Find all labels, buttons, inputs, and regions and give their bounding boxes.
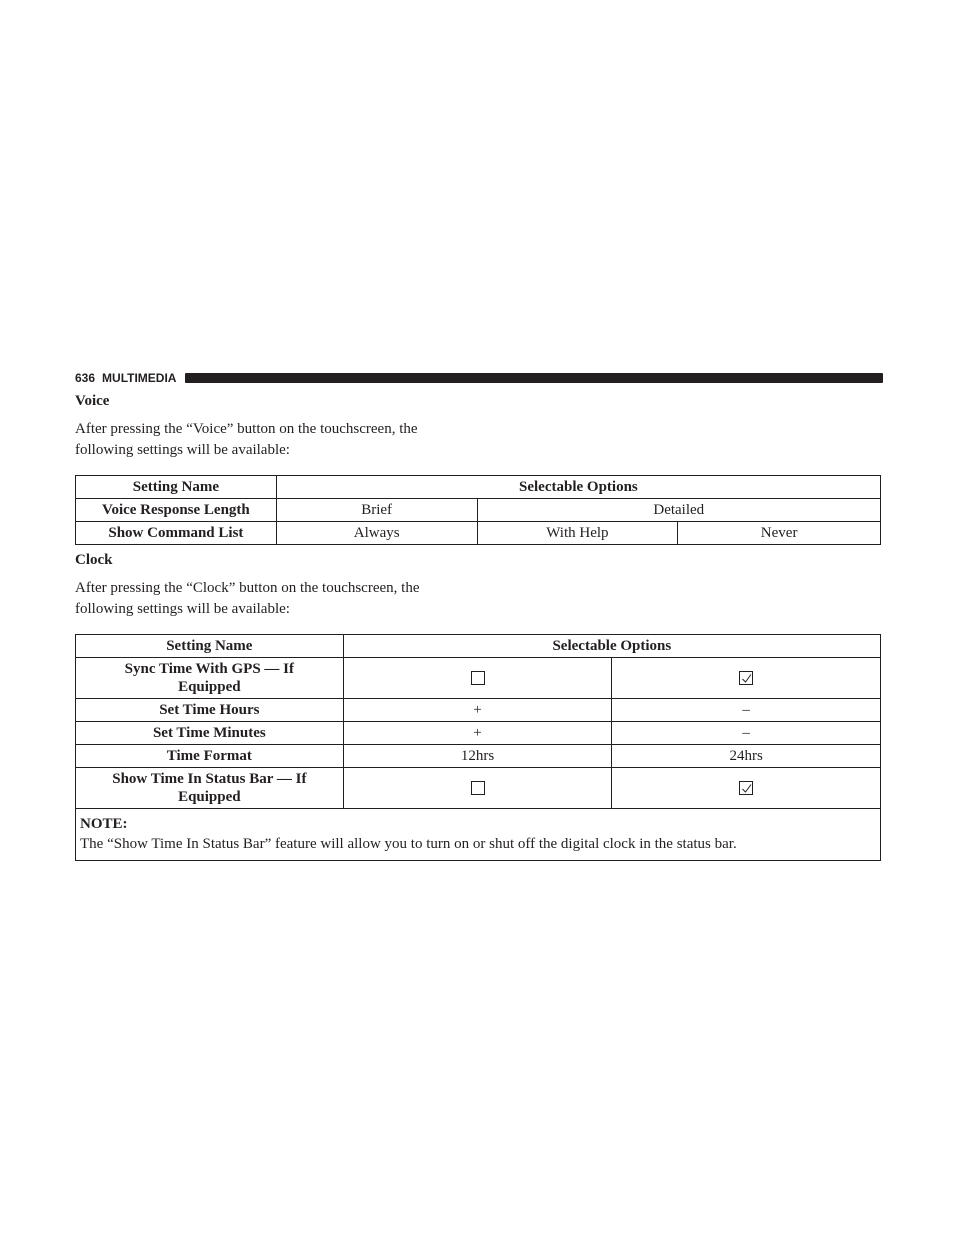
clock-intro [75,578,475,620]
table-row [76,499,881,522]
setting-name: Set Time Hours [76,699,344,722]
clock-settings-table [75,634,881,861]
option-value: With Help [477,522,678,545]
table-header-row [76,476,881,499]
header-rule [185,373,883,383]
table-row [76,722,881,745]
setting-name: Show Command List [76,522,277,545]
section-name: MULTIMEDIA [102,371,177,385]
page-header [75,370,883,386]
note-row [76,809,881,861]
option-value: Always [276,522,477,545]
note-cell [76,809,881,861]
table-row [76,522,881,545]
header-selectable-options: Selectable Options [276,476,880,499]
setting-name: Time Format [76,745,344,768]
option-cell [343,658,612,699]
table-row [76,699,881,722]
option-value: – [612,699,881,722]
clock-intro-line-1: After pressing the “Clock” button on the touchscreen, the [75,580,420,596]
checkbox-checked-icon [739,671,753,685]
header-selectable-options: Selectable Options [343,635,880,658]
header-setting-name: Setting Name [76,635,344,658]
option-value: Brief [276,499,477,522]
option-value: Detailed [477,499,880,522]
table-row [76,658,881,699]
option-cell [612,768,881,809]
option-value: 12hrs [343,745,612,768]
setting-name [76,768,344,809]
option-value: Never [678,522,881,545]
voice-intro [75,419,475,461]
note-text: The “Show Time In Status Bar” feature will allow you to turn on or shut off the digital clock in the status bar. [80,836,737,852]
option-value: + [343,699,612,722]
option-cell [343,768,612,809]
voice-settings-table [75,475,881,545]
clock-intro-line-2: following settings will be available: [75,601,290,617]
checkbox-checked-icon [739,781,753,795]
voice-intro-line-1: After pressing the “Voice” button on the touchscreen, the [75,421,418,437]
option-value: – [612,722,881,745]
setting-name-line-2: Equipped [178,789,241,805]
checkbox-unchecked-icon [471,781,485,795]
voice-intro-line-2: following settings will be available: [75,442,290,458]
header-setting-name: Setting Name [76,476,277,499]
table-header-row [76,635,881,658]
voice-heading: Voice [75,393,110,409]
checkbox-unchecked-icon [471,671,485,685]
setting-name: Set Time Minutes [76,722,344,745]
setting-name [76,658,344,699]
note-title: NOTE: [80,816,128,832]
setting-name-line-1: Sync Time With GPS — If [124,661,295,677]
setting-name: Voice Response Length [76,499,277,522]
page-number: 636 [75,371,96,385]
option-value: + [343,722,612,745]
table-row [76,745,881,768]
table-row [76,768,881,809]
setting-name-line-1: Show Time In Status Bar — If [112,771,307,787]
setting-name-line-2: Equipped [178,679,241,695]
option-cell [612,658,881,699]
option-value: 24hrs [612,745,881,768]
clock-heading: Clock [75,552,113,568]
